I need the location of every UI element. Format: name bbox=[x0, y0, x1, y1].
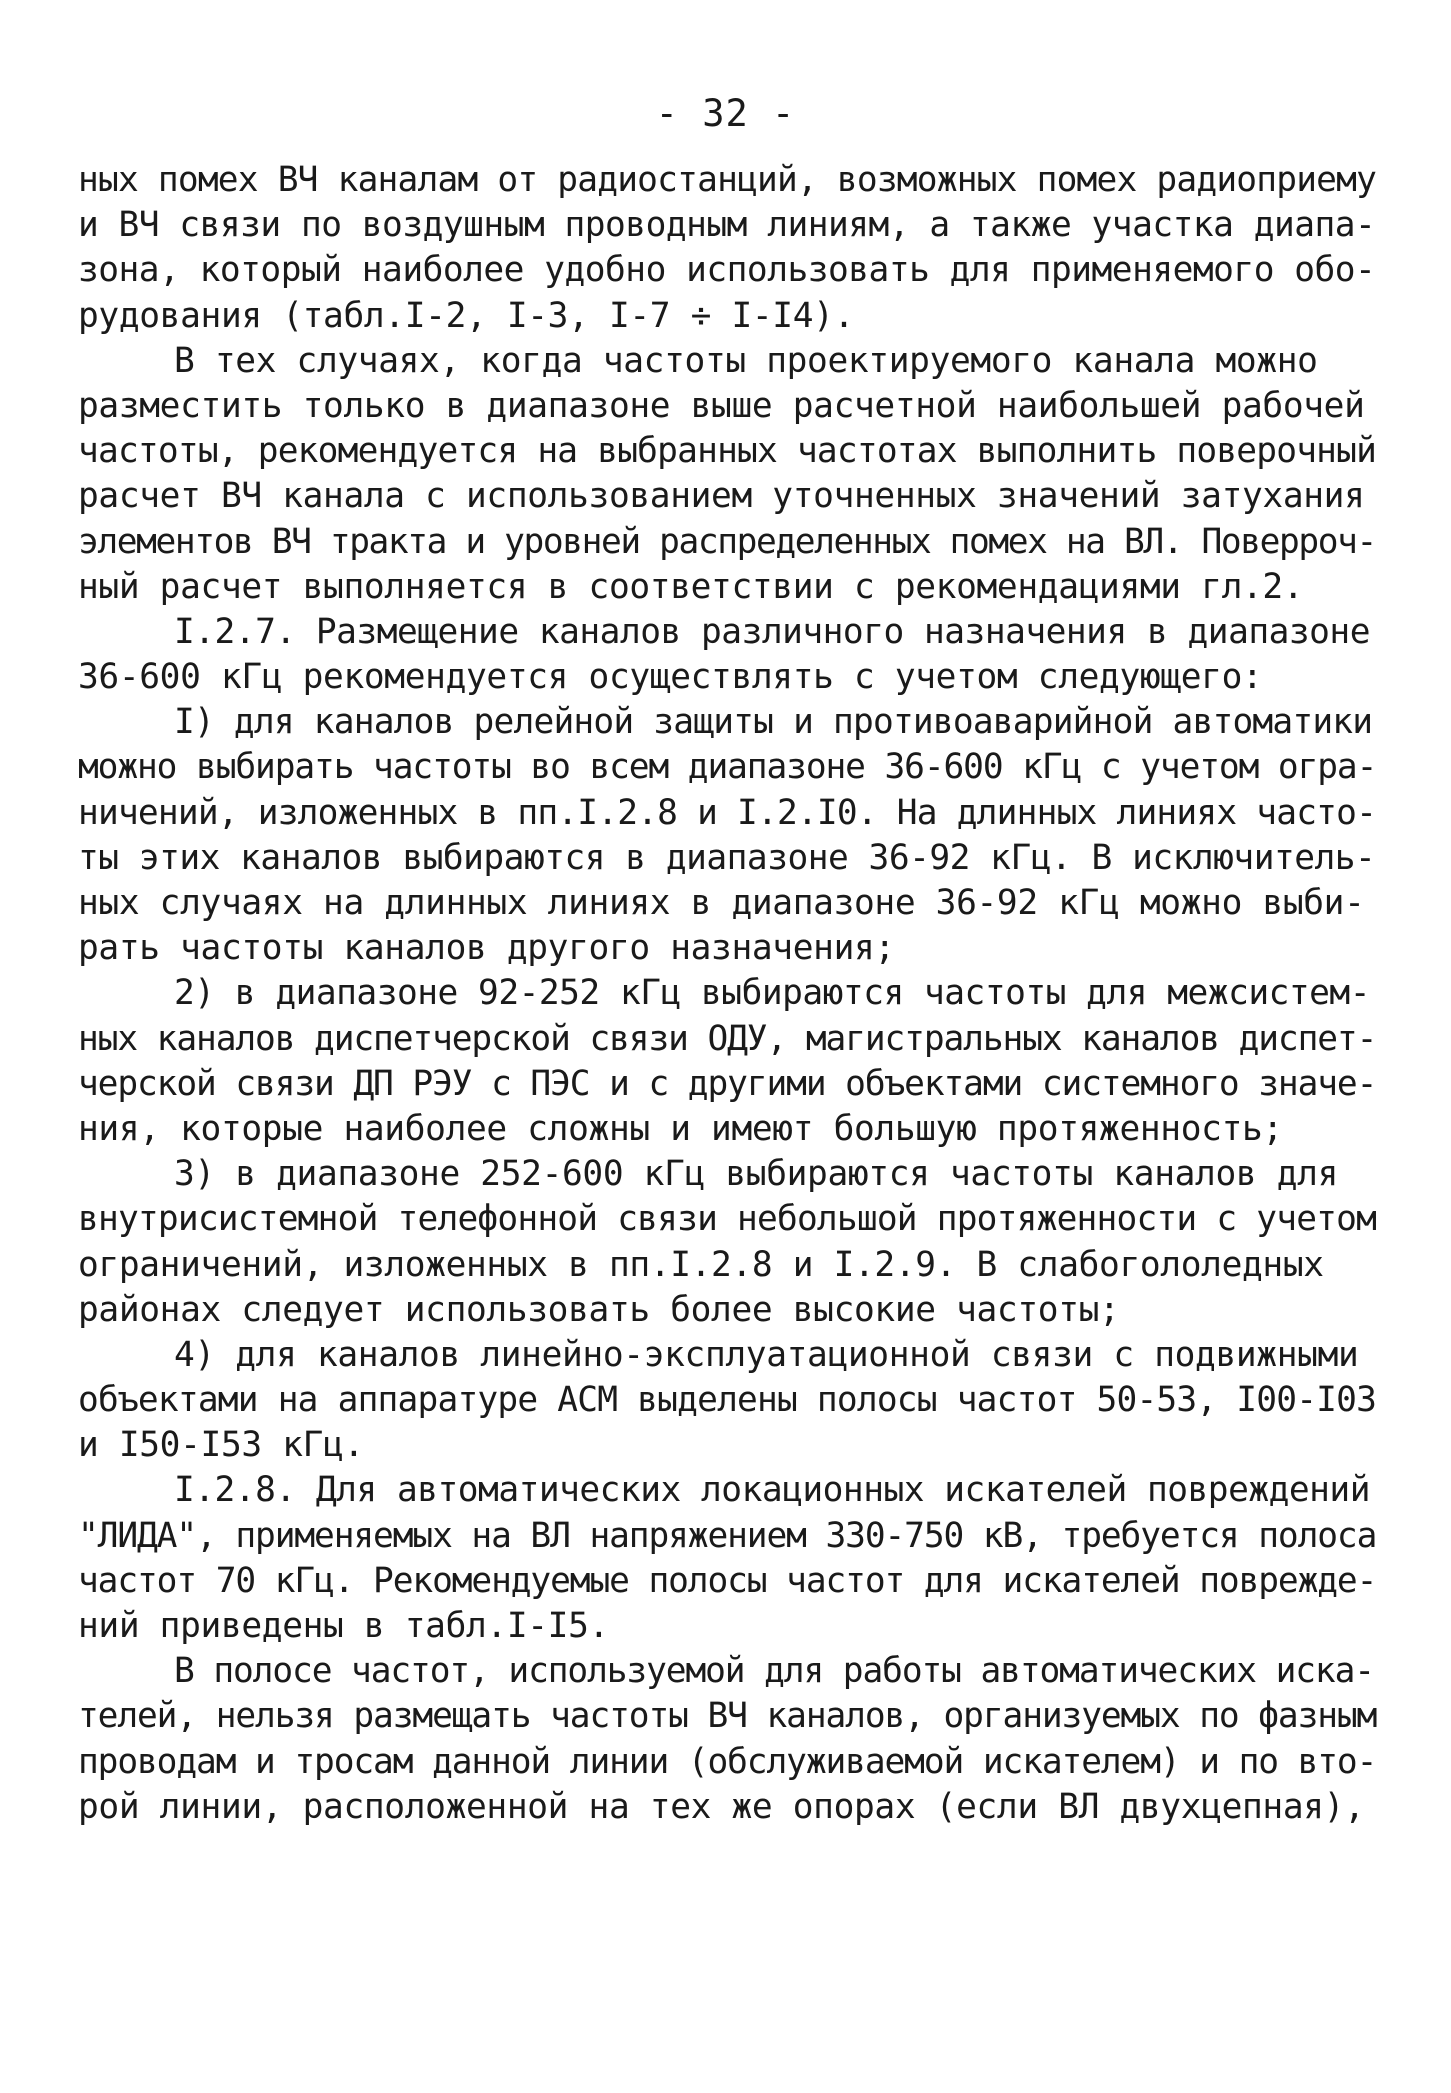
text-line: рать частоты каналов другого назначения; bbox=[78, 928, 895, 969]
text-line: ных помех ВЧ каналам от радиостанций, возможных помех радиоприему bbox=[78, 160, 1377, 200]
text-line: ограничений, изложенных в пп.I.2.8 и I.2.9. В слабогололедных bbox=[78, 1244, 1324, 1285]
text-line: 3) в диапазоне 252-600 кГц выбираются частоты каналов для bbox=[174, 1154, 1338, 1195]
text-line: можно выбирать частоты во всем диапазоне 36-600 кГц с учетом огра- bbox=[78, 747, 1377, 788]
text-line: 2) в диапазоне 92-252 кГц выбираются частоты для межсистем- bbox=[174, 973, 1370, 1014]
text-line: частот 70 кГц. Рекомендуемые полосы частот для искателей поврежде- bbox=[78, 1560, 1377, 1601]
text-line: телей, нельзя размещать частоты ВЧ каналов, организуемых по фазным bbox=[78, 1696, 1377, 1737]
text-line: I) для каналов релейной защиты и противоаварийной автоматики bbox=[174, 702, 1373, 743]
text-line: I.2.8. Для автоматических локационных искателей повреждений bbox=[174, 1470, 1370, 1511]
text-line: рой линии, расположенной на тех же опорах (если ВЛ двухцепная), bbox=[78, 1786, 1365, 1827]
text-line: внутрисистемной телефонной связи небольшой протяженности с учетом bbox=[78, 1199, 1377, 1240]
text-line: В тех случаях, когда частоты проектируемого канала можно bbox=[174, 340, 1318, 381]
text-line: зона, который наиболее удобно использовать для применяемого обо- bbox=[78, 250, 1376, 291]
text-line: 36-600 кГц рекомендуется осуществлять с учетом следующего: bbox=[78, 657, 1263, 698]
text-line: районах следует использовать более высокие частоты; bbox=[78, 1289, 1120, 1330]
text-line: объектами на аппаратуре АСМ выделены полосы частот 50-53, I00-I03 bbox=[78, 1380, 1377, 1421]
text-line: черской связи ДП РЭУ с ПЭС и с другими объектами системного значе- bbox=[78, 1063, 1377, 1104]
text-line: ния, которые наиболее сложны и имеют большую протяженность; bbox=[78, 1108, 1283, 1149]
text-line: разместить только в диапазоне выше расчетной наибольшей рабочей bbox=[78, 385, 1365, 426]
text-line: ных случаях на длинных линиях в диапазоне 36-92 кГц можно выби- bbox=[78, 883, 1365, 923]
text-line: частоты, рекомендуется на выбранных частотах выполнить поверочный bbox=[78, 431, 1377, 472]
text-line: В полосе частот, используемой для работы автоматических иска- bbox=[174, 1651, 1374, 1692]
text-line: ты этих каналов выбираются в диапазоне 36-92 кГц. В исключитель- bbox=[78, 837, 1376, 878]
text-line: проводам и тросам данной линии (обслуживаемой искателем) и по вто- bbox=[78, 1741, 1377, 1782]
text-line: расчет ВЧ канала с использованием уточненных значений затухания bbox=[78, 476, 1365, 517]
text-line: I.2.7. Размещение каналов различного назначения в диапазоне bbox=[174, 611, 1370, 652]
page-number: - 32 - bbox=[655, 92, 796, 135]
text-line: ний приведены в табл.I-I5. bbox=[78, 1606, 609, 1646]
text-line: "ЛИДА", применяемых на ВЛ напряжением 330-750 кВ, требуется полоса bbox=[78, 1515, 1377, 1556]
text-line: и I50-I53 кГц. bbox=[78, 1425, 364, 1466]
text-line: ный расчет выполняется в соответствии с рекомендациями гл.2. bbox=[78, 566, 1304, 607]
text-line: элементов ВЧ тракта и уровней распределенных помех на ВЛ. Поверроч- bbox=[78, 521, 1376, 562]
text-line: и ВЧ связи по воздушным проводным линиям, а также участка диапа- bbox=[78, 205, 1376, 246]
text-line: рудования (табл.I-2, I-3, I-7 ÷ I-I4). bbox=[78, 295, 854, 336]
text-line: 4) для каналов линейно-эксплуатационной связи с подвижными bbox=[174, 1334, 1359, 1375]
body-text bbox=[78, 158, 1378, 1830]
text-line: ных каналов диспетчерской связи ОДУ, магистральных каналов диспет- bbox=[78, 1018, 1377, 1059]
text-line: ничений, изложенных в пп.I.2.8 и I.2.I0. На длинных линиях часто- bbox=[78, 792, 1377, 833]
